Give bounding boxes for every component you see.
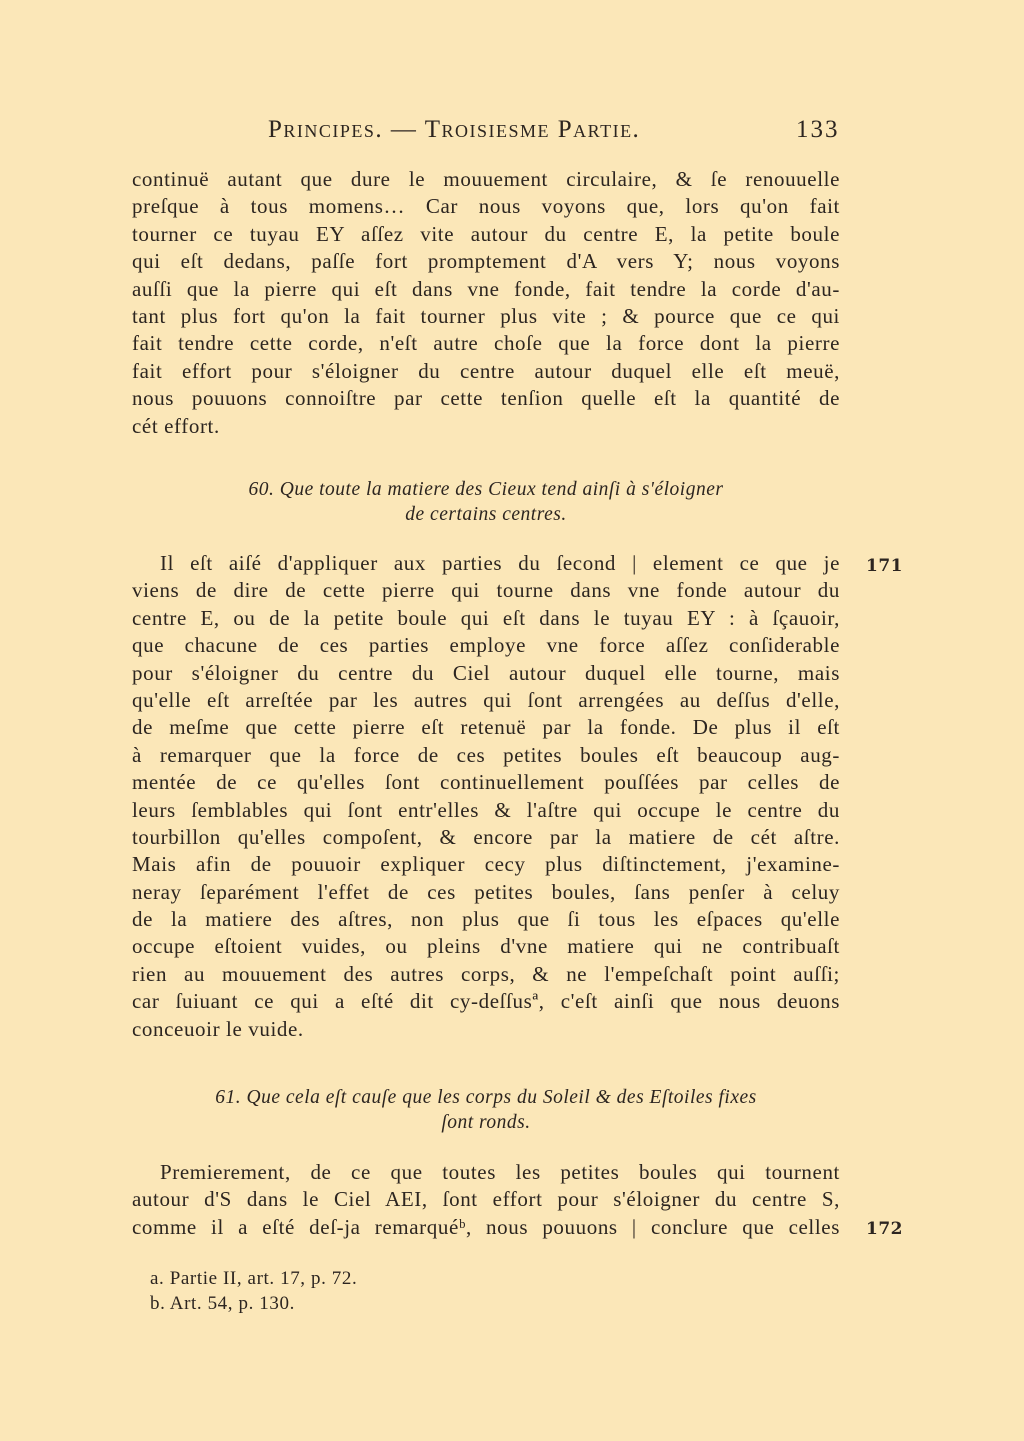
text-line: tourner ce tuyau EY aſſez vite autour du centre E, la petite boule xyxy=(132,221,840,246)
running-header xyxy=(0,116,1024,146)
paragraph-3 xyxy=(132,1159,840,1241)
text-line: à remarquer que la force de ces petites boules eſt beaucoup aug- xyxy=(132,742,840,767)
text-line: que chacune de ces parties employe vne force aſſez conſiderable xyxy=(132,633,840,658)
text-line: de la matiere des aſtres, non plus que ſi tous les eſpaces qu'elle xyxy=(132,907,840,932)
text-line: qu'elle eſt arreſtée par les autres qui ſont arrengées au deſſus d'elle, xyxy=(132,687,840,712)
paragraph-2 xyxy=(132,550,840,1043)
text-line: tourbillon qu'elles compoſent, & encore par la matiere de cét aſtre. xyxy=(132,824,840,849)
page-number: 133 xyxy=(796,116,840,143)
text-line: pour s'éloigner du centre du Ciel autour duquel elle tourne, mais xyxy=(132,660,840,685)
header-title: Principes. — Troisiesme Partie. xyxy=(268,116,641,143)
text-line: Il eſt aiſé d'appliquer aux parties du ſecond | element ce que je xyxy=(160,551,840,575)
heading-line: 61. Que cela eſt cauſe que les corps du Soleil & des Eſtoiles fixes xyxy=(215,1087,757,1108)
text-line: Mais afin de pouuoir expliquer cecy plus diſtinctement, j'examine- xyxy=(132,852,840,877)
text-line: qui eſt dedans, paſſe fort promptement d'A vers Y; nous voyons xyxy=(132,249,840,274)
section-heading-61 xyxy=(132,1085,840,1135)
text-line: fait effort pour s'éloigner du centre autour duquel elle eſt meuë, xyxy=(132,358,840,383)
text-line: centre E, ou de la petite boule qui eſt dans le tuyau EY : à ſçauoir, xyxy=(132,605,840,630)
heading-line: 60. Que toute la matiere des Cieux tend ainſi à s'éloigner xyxy=(248,479,724,500)
heading-line: ſont ronds. xyxy=(441,1112,531,1133)
text-line: Premierement, de ce que toutes les petites boules qui tournent xyxy=(160,1160,840,1184)
heading-line: de certains centres. xyxy=(405,504,567,525)
text-line: de meſme que cette pierre eſt retenuë par la fonde. De plus il eſt xyxy=(132,715,840,740)
text-line: leurs ſemblables qui ſont entr'elles & l'aſtre qui occupe le centre du xyxy=(132,797,840,822)
text-line: auſſi que la pierre qui eſt dans vne fonde, fait tendre la corde d'au- xyxy=(132,276,840,301)
text-line: rien au mouuement des autres corps, & ne l'empeſchaſt point auſſi; xyxy=(132,961,840,986)
text-line: cét effort. xyxy=(132,413,220,438)
text-line: conceuoir le vuide. xyxy=(132,1016,304,1041)
text-line: car ſuiuant ce qui a eſté dit cy-deſſusª, c'eſt ainſi que nous deuons xyxy=(132,989,840,1014)
paragraph-1 xyxy=(132,166,840,440)
footnote: a. Partie II, art. 17, p. 72. xyxy=(150,1268,358,1289)
text-line: viens de dire de cette pierre qui tourne dans vne fonde autour du xyxy=(132,578,840,603)
text-line: tant plus fort qu'on la fait tourner plus vite ; & pource que ce qui xyxy=(132,303,840,328)
text-line: continuë autant que dure le mouuement circulaire, & ſe renouuelle xyxy=(132,167,840,191)
text-line: occupe eſtoient vuides, ou pleins d'vne matiere qui ne contribuaſt xyxy=(132,934,840,959)
text-line: preſque à tous momens… Car nous voyons que, lors qu'on fait xyxy=(132,194,840,219)
text-line: mentée de ce qu'elles ſont continuellement pouſſées par celles de xyxy=(132,770,840,795)
text-line: neray ſeparément l'effet de ces petites boules, ſans penſer à celuy xyxy=(132,879,840,904)
text-line: fait tendre cette corde, n'eſt autre choſe que la force dont la pierre xyxy=(132,331,840,356)
footnote: b. Art. 54, p. 130. xyxy=(150,1293,295,1314)
text-line: comme il a eſté deſ-ja remarquéᵇ, nous pouuons | conclure que celles xyxy=(132,1214,840,1239)
text-line: nous pouuons connoiſtre par cette tenſion quelle eſt la quantité de xyxy=(132,386,840,411)
margin-page-number: 171 xyxy=(866,556,903,576)
text-line: autour d'S dans le Ciel AEI, ſont effort pour s'éloigner du centre S, xyxy=(132,1187,840,1212)
section-heading-60 xyxy=(132,477,840,527)
footnotes xyxy=(150,1266,357,1316)
margin-page-number: 172 xyxy=(866,1219,903,1239)
